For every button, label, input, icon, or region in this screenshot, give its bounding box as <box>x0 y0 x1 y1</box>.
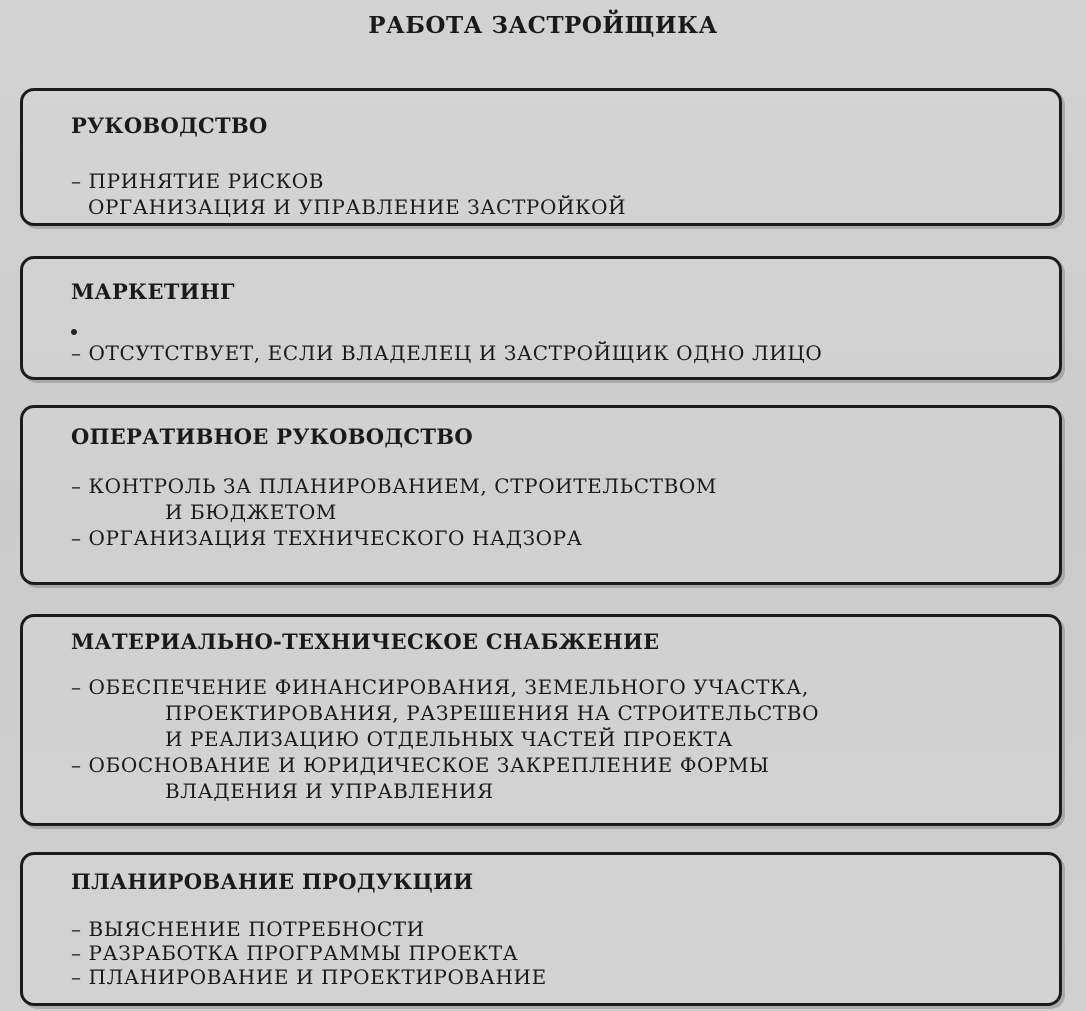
section-item: ВЛАДЕНИЯ И УПРАВЛЕНИЯ <box>165 779 494 803</box>
section-item: – РАЗРАБОТКА ПРОГРАММЫ ПРОЕКТА <box>71 941 519 965</box>
section-item: – ОРГАНИЗАЦИЯ ТЕХНИЧЕСКОГО НАДЗОРА <box>71 526 583 550</box>
section-heading: ПЛАНИРОВАНИЕ ПРОДУКЦИИ <box>71 869 474 894</box>
section-heading: РУКОВОДСТВО <box>71 113 268 138</box>
section-heading: МАТЕРИАЛЬНО-ТЕХНИЧЕСКОЕ СНАБЖЕНИЕ <box>71 629 660 654</box>
section-box-material-supply <box>20 614 1062 826</box>
section-box-management <box>20 88 1062 226</box>
section-item: – ОБОСНОВАНИЕ И ЮРИДИЧЕСКОЕ ЗАКРЕПЛЕНИЕ ФОРМЫ <box>71 753 770 777</box>
section-item: ОРГАНИЗАЦИЯ И УПРАВЛЕНИЕ ЗАСТРОЙКОЙ <box>88 195 627 219</box>
section-item: – ПЛАНИРОВАНИЕ И ПРОЕКТИРОВАНИЕ <box>71 965 547 989</box>
section-item: И БЮДЖЕТОМ <box>165 500 337 524</box>
section-item: И РЕАЛИЗАЦИЮ ОТДЕЛЬНЫХ ЧАСТЕЙ ПРОЕКТА <box>165 727 734 751</box>
section-box-marketing <box>20 256 1062 380</box>
section-item: ПРОЕКТИРОВАНИЯ, РАЗРЕШЕНИЯ НА СТРОИТЕЛЬСТВО <box>165 701 820 725</box>
section-item: – ВЫЯСНЕНИЕ ПОТРЕБНОСТИ <box>71 917 425 941</box>
section-box-operational-management <box>20 405 1062 585</box>
section-box-product-planning <box>20 852 1062 1006</box>
section-item: – ОТСУТСТВУЕТ, ЕСЛИ ВЛАДЕЛЕЦ И ЗАСТРОЙЩИК ОДНО ЛИЦО <box>71 341 823 365</box>
page-title: РАБОТА ЗАСТРОЙЩИКА <box>368 12 718 39</box>
section-item: – ПРИНЯТИЕ РИСКОВ <box>71 169 325 193</box>
section-item: – КОНТРОЛЬ ЗА ПЛАНИРОВАНИЕМ, СТРОИТЕЛЬСТВОМ <box>71 474 717 498</box>
section-heading: ОПЕРАТИВНОЕ РУКОВОДСТВО <box>71 424 473 449</box>
section-item: – ОБЕСПЕЧЕНИЕ ФИНАНСИРОВАНИЯ, ЗЕМЕЛЬНОГО УЧАСТКА, <box>71 675 809 699</box>
bullet-mark <box>71 329 77 335</box>
section-heading: МАРКЕТИНГ <box>71 279 235 304</box>
